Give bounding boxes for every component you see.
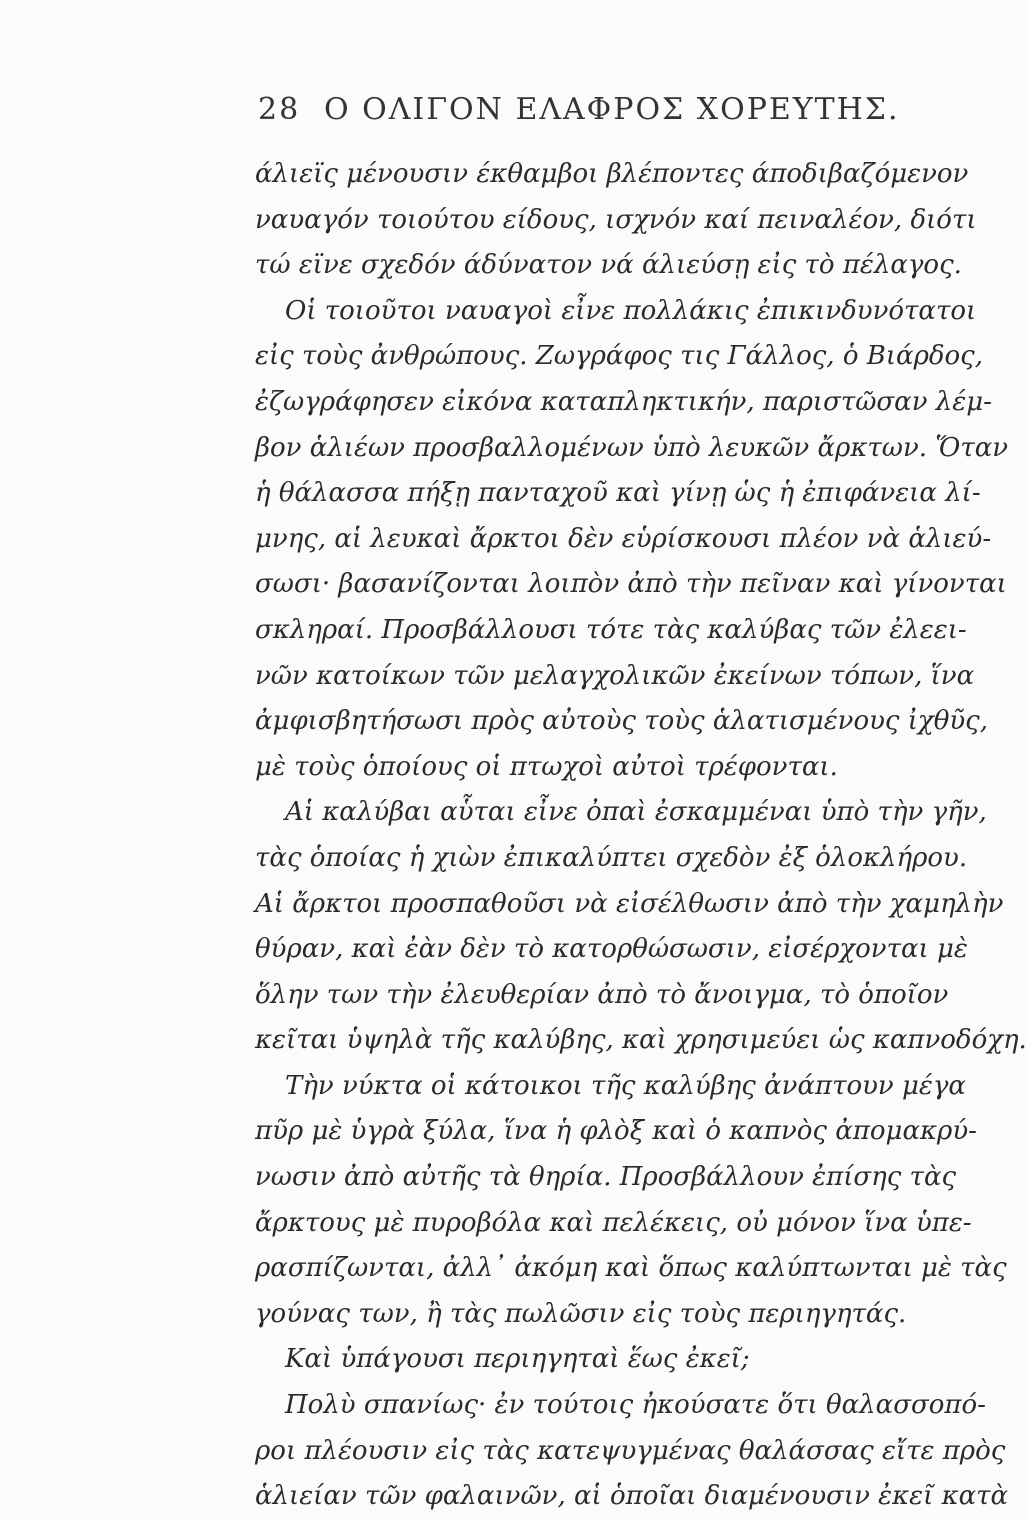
- text-line: νῶν κατοίκων τῶν μελαγχολικῶν ἐκείνων τόπων, ἵνα: [255, 660, 975, 691]
- text-line: ἁλιείαν τῶν φαλαινῶν, αἱ ὁποῖαι διαμένουσιν ἐκεῖ κατὰ: [255, 1481, 1009, 1512]
- text-line: Αἱ καλύβαι αὗται εἶνε ὀπαὶ ἐσκαμμέναι ὑπὸ τὴν γῆν,: [285, 797, 987, 828]
- text-line: γούνας των, ἢ τὰς πωλῶσιν εἰς τοὺς περιηγητάς.: [255, 1298, 907, 1329]
- text-line: Τὴν νύκτα οἱ κάτοικοι τῆς καλύβης ἀνάπτουν μέγα: [285, 1070, 966, 1101]
- text-line: Οἱ τοιοῦτοι ναυαγοὶ εἶνε πολλάκις ἐπικινδυνότατοι: [285, 295, 977, 326]
- text-line: νωσιν ἀπὸ αὐτῆς τὰ θηρία. Προσβάλλουν ἐπίσης τὰς: [255, 1162, 957, 1193]
- text-line: ναυαγόν τοιούτου είδους, ισχνόν καί πειναλέον, διότι: [255, 204, 977, 235]
- text-line: θύραν, καὶ ἐὰν δὲν τὸ κατορθώσωσιν, εἰσέρχονται μὲ: [255, 934, 968, 965]
- text-line: ρασπίζωνται, ἀλλ᾽ ἀκόμη καὶ ὅπως καλύπτωνται μὲ τὰς: [255, 1253, 1007, 1284]
- text-line: βον ἁλιέων προσβαλλομένων ὑπὸ λευκῶν ἄρκτων. Ὅταν: [255, 432, 1009, 463]
- text-line: Αἱ ἄρκτοι προσπαθοῦσι νὰ εἰσέλθωσιν ἀπὸ τὴν χαμηλὴν: [255, 888, 1004, 919]
- text-line: ὅλην των τὴν ἐλευθερίαν ἀπὸ τὸ ἄνοιγμα, τὸ ὁποῖον: [255, 979, 949, 1010]
- text-line: μὲ τοὺς ὁποίους οἱ πτωχοὶ αὐτοὶ τρέφονται.: [255, 751, 838, 782]
- text-line: τώ εϊνε σχεδόν άδύνατον νά άλιεύσῃ εἰς τὸ πέλαγος.: [255, 250, 962, 281]
- text-line: Καὶ ὑπάγουσι περιηγηταὶ ἕως ἐκεῖ;: [285, 1344, 750, 1375]
- text-line: ἀμφισβητήσωσι πρὸς αὐτοὺς τοὺς ἁλατισμένους ἰχθῦς,: [255, 706, 988, 737]
- text-line: σκληραί. Προσβάλλουσι τότε τὰς καλύβας τῶν ἐλεει-: [255, 614, 967, 645]
- text-line: σωσι· βασανίζονται λοιπὸν ἀπὸ τὴν πεῖναν καὶ γίνονται: [255, 569, 1007, 600]
- text-line: κεῖται ὑψηλὰ τῆς καλύβης, καὶ χρησιμεύει ὡς καπνοδόχη.: [255, 1025, 1027, 1056]
- text-line: ἐζωγράφησεν εἰκόνα καταπληκτικήν, παριστῶσαν λέμ-: [255, 386, 992, 417]
- text-line: ροι πλέουσιν εἰς τὰς κατεψυγμένας θαλάσσας εἴτε πρὸς: [255, 1435, 1006, 1466]
- text-line: ἄρκτους μὲ πυροβόλα καὶ πελέκεις, οὐ μόνον ἵνα ὑπε-: [255, 1207, 972, 1238]
- text-line: μνης, αἱ λευκαὶ ἄρκτοι δὲν εὑρίσκουσι πλέον νὰ ἁλιεύ-: [255, 523, 992, 554]
- text-line: Πολὺ σπανίως· ἐν τούτοις ἠκούσατε ὅτι θαλασσοπό-: [285, 1390, 986, 1421]
- text-line: ἡ θάλασσα πήξῃ πανταχοῦ καὶ γίνῃ ὡς ἡ ἐπιφάνεια λί-: [255, 478, 981, 509]
- running-title: Ο ΟΛΙΓΟΝ ΕΛΑΦΡΟΣ ΧΟΡΕΥΤΗΣ.: [324, 92, 900, 127]
- running-head: [258, 92, 958, 132]
- text-line: τὰς ὁποίας ἡ χιὼν ἐπικαλύπτει σχεδὸν ἐξ ὁλοκλήρου.: [255, 842, 968, 873]
- page-number: 28: [258, 92, 301, 127]
- text-line: άλιεϊς μένουσιν έκθαμβοι βλέποντες άποδιβαζόμενον: [255, 159, 969, 189]
- body-text: [255, 152, 1027, 1520]
- text-line: εἰς τοὺς ἀνθρώπους. Ζωγράφος τις Γάλλος, ὁ Βιάρδος,: [255, 341, 984, 372]
- text-line: πῦρ μὲ ὑγρὰ ξύλα, ἵνα ἡ φλὸξ καὶ ὁ καπνὸς ἀπομακρύ-: [255, 1116, 977, 1147]
